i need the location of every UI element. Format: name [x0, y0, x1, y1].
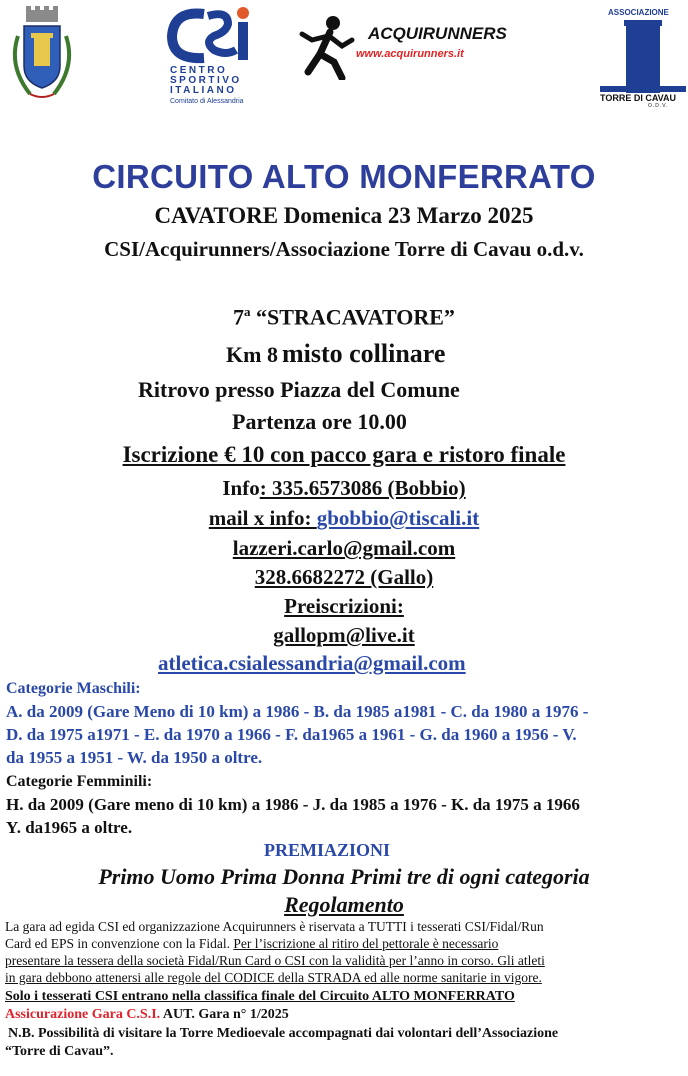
association-name: TORRE DI CAVAU [600, 93, 677, 103]
distance-prefix: Km 8 [226, 342, 278, 367]
tower-icon [600, 20, 686, 100]
distance-suffix: misto collinare [281, 339, 446, 368]
edition-name: “STRACAVATORE” [256, 304, 455, 330]
mail-link[interactable]: gbobbio@tiscali.it [316, 506, 480, 530]
csi-line-2: SPORTIVO [170, 75, 242, 86]
regulations-line-2-underlined: Per l’iscrizione al ritiro del pettorale è necessario [233, 936, 499, 951]
acquirunners-url: www.acquirunners.it [356, 48, 464, 60]
start-time: Partenza ore 10.00 [232, 409, 407, 434]
edition-number: 7 [233, 304, 245, 330]
regulations-line-2 [5, 935, 683, 952]
regulations-line-3: presentare la tessera della società Fidal/Run Card o CSI con la validità per l’anno in corso. Gli atleti [5, 953, 545, 968]
female-categories-line-1: H. da 2009 (Gare meno di 10 km) a 1986 - J. da 1985 a 1976 - K. da 1975 a 1966 [6, 795, 580, 814]
athletics-email[interactable]: atletica.csialessandria@gmail.com [158, 651, 466, 675]
awards-heading: PREMIAZIONI [264, 840, 391, 860]
csi-line-3: ITALIANO [170, 85, 237, 96]
mail-prefix: mail x info: [208, 506, 317, 530]
regulations-heading: Regolamento [284, 892, 404, 917]
circuit-note: Solo i tesserati CSI entrano nella classifica finale del Circuito ALTO MONFERRATO [5, 989, 515, 1004]
regulations-line-1: La gara ad egida CSI ed organizzazione Acquirunners è riservata a TUTTI i tesserati CSI/Fidal/Run [5, 919, 544, 934]
association-suffix: O.D.V. [648, 103, 669, 109]
insurance-value: AUT. Gara n° 1/2025 [160, 1007, 289, 1022]
email-lazzeri[interactable]: lazzeri.carlo@gmail.com [232, 536, 456, 560]
male-categories-line-1: A. da 2009 (Gare Meno di 10 km) a 1986 - B. da 1985 a1981 - C. da 1980 a 1976 - [6, 702, 589, 721]
event-date: CAVATORE Domenica 23 Marzo 2025 [154, 203, 534, 228]
male-categories-line-3: da 1955 a 1951 - W. da 1950 a oltre. [6, 748, 263, 767]
awards-text: Primo Uomo Prima Donna Primi tre di ogni categoria [98, 864, 590, 889]
male-categories-line-2: D. da 1975 a1971 - E. da 1970 a 1966 - F. da1965 a 1961 - G. da 1960 a 1956 - V. [6, 725, 577, 744]
insurance-label: Assicurazione Gara C.S.I. [5, 1007, 161, 1022]
page-title: CIRCUITO ALTO MONFERRATO [92, 158, 596, 195]
regulations-line-4: in gara debbono attenersi alle regole del CODICE della STRADA ed alle norme sanitarie in vigore. [5, 970, 542, 985]
event-organizers: CSI/Acquirunners/Associazione Torre di Cavau o.d.v. [104, 237, 584, 261]
female-categories-label: Categorie Femminili: [6, 773, 153, 790]
mail-info-line [0, 506, 688, 531]
info-line [0, 476, 688, 501]
meeting-point: Ritrovo presso Piazza del Comune [138, 377, 460, 402]
regulations-line-2-plain: Card ed EPS in convenzione con la Fidal. [5, 936, 234, 951]
csi-logo [160, 6, 260, 106]
nb-line-2: “Torre di Cavau”. [5, 1044, 114, 1059]
torre-di-cavau-logo [600, 8, 686, 108]
csi-committee: Comitato di Alessandria [170, 98, 244, 105]
preregistration-email[interactable]: gallopm@live.it [273, 623, 415, 647]
info-phone[interactable]: : 335.6573086 (Bobbio) [259, 476, 466, 500]
association-top-label: ASSOCIAZIONE [608, 8, 669, 17]
race-edition [0, 304, 688, 330]
acquirunners-name: ACQUIRUNNERS [368, 24, 507, 43]
csi-line-1: CENTRO [170, 65, 228, 76]
acquirunners-logo [296, 14, 536, 84]
race-distance [226, 339, 445, 369]
runner-icon [296, 14, 358, 80]
male-categories-label: Categorie Maschili: [6, 680, 141, 697]
registration-fee: Iscrizione € 10 con pacco gara e ristoro finale [122, 442, 566, 467]
female-categories-line-2: Y. da1965 a oltre. [6, 818, 133, 837]
phone-gallo[interactable]: 328.6682272 (Gallo) [254, 565, 434, 589]
insurance-line [5, 1006, 683, 1023]
municipal-crest-logo [6, 6, 78, 106]
info-prefix: Info [222, 476, 260, 500]
preregistration-label: Preiscrizioni: [284, 594, 404, 618]
nb-line-1: N.B. Possibilità di visitare la Torre Medioevale accompagnati dai volontari dell’Associazione [8, 1026, 559, 1041]
edition-sup: a [244, 304, 251, 319]
